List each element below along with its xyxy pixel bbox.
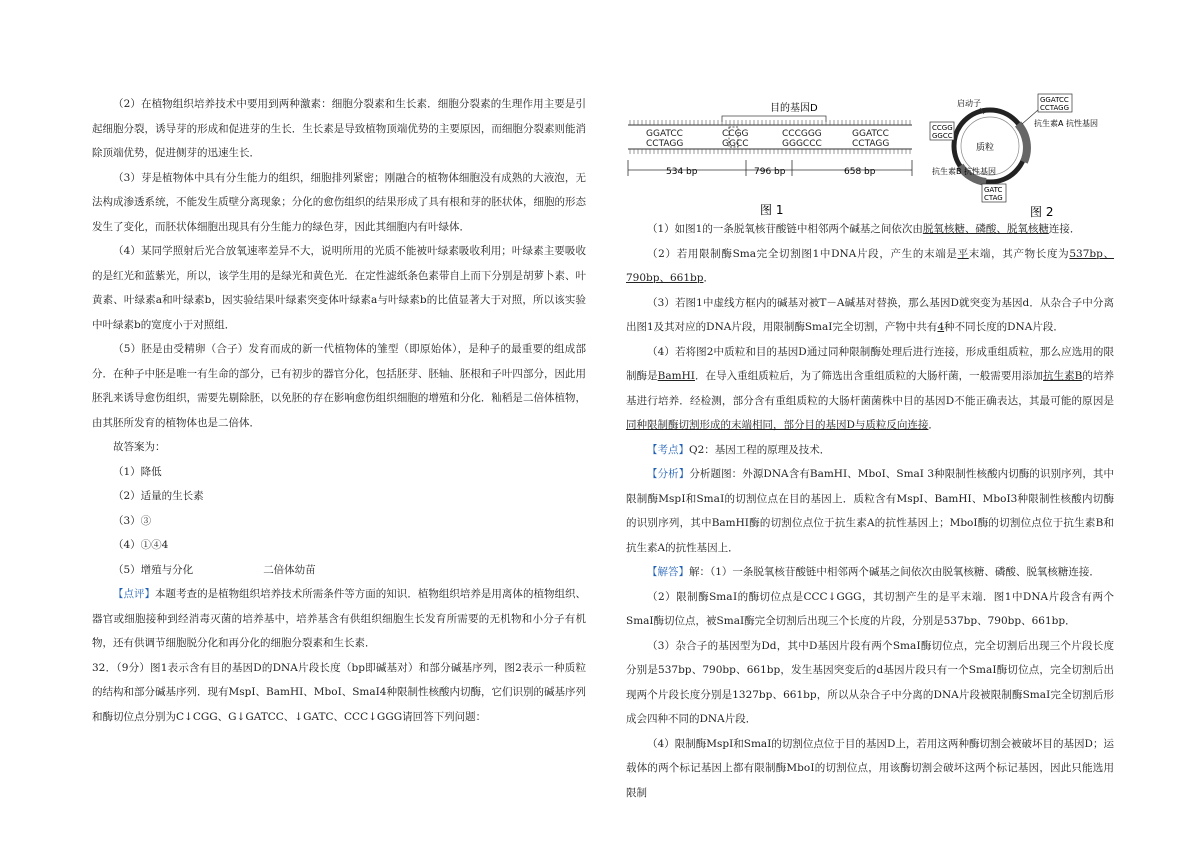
resA-gene-arc [1018,124,1027,162]
q1-end: 连接． [1048,223,1081,235]
q2-mid: 末端，其产物长度为 [968,247,1070,260]
answer-5-part-a: （5）增殖与分化 [113,563,194,576]
site-box-b-1: GATC [984,186,1003,194]
site-box-tr-1: GGATCC [1040,96,1069,104]
site-box-b-2: CTAG [984,194,1003,202]
q2 [626,242,1114,291]
q3 [626,291,1114,340]
base-ticks-top [630,120,910,125]
answer-intro: 故答案为： [113,441,166,453]
q4-answer-c: 同种限制酶切割形成的末端相同，部分目的基因D与质粒反向连接 [626,419,929,431]
seq-top-4: GGATCC [852,129,889,139]
q2-answer-b: 537bp、790bp、661bp [626,247,1115,284]
site-box-l-2: GGCC [932,132,953,140]
length-3: 658 bp [844,167,876,177]
resB-label [932,166,996,176]
kaodian-tag: 【考点】 [647,443,689,456]
q2-stem: （2）若用限制酶Sma完全切割图1中DNA片段，产生的末端是 [647,247,958,260]
q1-stem: （1）如图1的一条脱氧核苷酸链中相邻两个碱基之间依次由 [647,223,923,235]
answer-2: （2）适量的生长素 [113,490,204,502]
right-column [626,217,1114,805]
para-2: （2）在植物组织培养技术中要用到两种激素：细胞分裂素和生长素．细胞分裂素的生理作用主要是引起细胞分裂，诱导芽的形成和促进芽的生长．生长素是导致植物顶端优势的主要原因，而细胞分裂素则能消除顶端优势，促进侧芽的迅速生长． [92,98,586,159]
answer-5-part-b: 二倍体幼苗 [263,563,316,576]
fig1-caption: 图 1 [760,203,784,217]
answer-5 [92,558,586,583]
promoter-label: 启动子 [957,99,981,108]
base-ticks-bottom [630,149,910,154]
q4-answer-b: 抗生素B [1043,370,1083,382]
fenxi-tag: 【分析】 [647,468,690,480]
resB-label-text: 抗生素B 抗性基因 [932,167,997,176]
kaodian [626,438,1114,463]
left-column [92,92,586,729]
q4-mid-1: ．在导入重组质粒后，为了筛选出含重组质粒的大肠杆菌，一般需要用添加 [694,370,1044,382]
jieda-3: （3）杂合子的基因型为Dd，其中D基因片段有两个SmaⅠ酶切位点，完全切割后出现三个片段长度分别是537bp、790bp、661bp，发生基因突变后的d基因片段只有一个SmaⅠ酶切位点，完全切割后出现两个片段长度分别是1327bp、661bp，所以从杂合子中分离的DNA片段被限制酶SmaⅠ完全切割后形成会四种不同的DNA片段． [626,639,1114,725]
q3-stem: （3）若图1中虚线方框内的碱基对被T－A碱基对替换，那么基因D就突变为基因d．从杂合子中分离出图1及其对应的DNA片段，用限制酶SmaⅠ完全切割，产物中共有 [626,296,1114,333]
para-4: （4）某同学照射后光合放氧速率差异不大，说明所用的光质不能被叶绿素吸收利用；叶绿素主要吸收的是红光和蓝紫光，所以，该学生用的是绿光和黄色光．在定性滤纸条色素带自上而下分别是胡萝卜素、叶黄素、叶绿素a和叶绿素b，因实验结果叶绿素突变体叶绿素a与叶绿素b的比值显著大于对照，所以该实验中叶绿素b的宽度小于对照组． [92,245,586,331]
jieda-2: （2）限制酶SmaⅠ的酶切位点是CCC↓GGG，其切割产生的是平末端．图1中DNA片段含有两个SmaⅠ酶切位点，被SmaⅠ酶完全切割后出现三个长度的片段，分别是537bp、790bp、661bp． [626,590,1114,627]
seq-bottom-1: CCTAGG [646,139,684,149]
kaodian-text: Q2：基因工程的原理及技术． [689,443,831,456]
q2-end: ． [703,272,714,284]
figure-1-2-svg [626,92,1116,218]
jieda-1-text: 解：（1）一条脱氧核苷酸链中相邻两个碱基之间依次由脱氧核糖、磷酸、脱氧核糖连接． [689,566,1100,578]
comment-tag: 【点评】 [113,588,156,600]
answer-3: （3）③ [113,514,152,527]
figures [626,92,1116,218]
fenxi-text: 分析题图：外源DNA含有BamHI、MboI、SmaI 3种限制性核酸内切酶的识别序列，其中限制酶MspⅠ和SmaⅠ的切割位点在目的基因上．质粒含有MspI、BamHI、MboI3种限制性核酸内切酶的识别序列，其中BamHI酶的切割位点位于抗生素A的抗性基因上；MboI酶的切割位点位于抗生素B和抗生素A的抗性基因上． [626,468,1114,554]
q1 [626,217,1114,242]
seq-top-2: CCGG [722,129,749,139]
para-3: （3）芽是植物体中具有分生能力的组织，细胞排列紧密；刚融合的植物体细胞没有成熟的大液泡，无法构成渗透系统，不能发生质壁分离现象；分化的愈伤组织的结果形成了具有根和芽的胚状体，细胞的形态发生了变化，而胚状体细胞出现具有分生能力的绿色芽，因此其细胞内有叶绿体． [92,171,586,233]
resA-label [1034,118,1098,128]
q1-answer: 脱氧核糖、磷酸、脱氧核糖 [922,223,1049,235]
plasmid-label: 质粒 [976,143,995,153]
q4-end: ． [928,419,939,431]
q2-answer-a: 平 [957,247,969,260]
fig1-title: 目的基因D [770,103,818,114]
q4-stem: （4）若将图2中质粒和目的基因D通过同种限制酶处理后进行连接，形成重组质粒，那么应选用的限制酶是 [626,345,1114,382]
para-5: （5）胚是由受精卵（合子）发育而成的新一代植物体的雏型（即原始体），是种子的最重要的组成部分．在种子中胚是唯一有生命的部分，已有初步的器官分化，包括胚芽、胚轴、胚根和子叶四部分，因此用胚乳来诱导愈伤组织，需要先剔除胚，以免胚的存在影响愈伤组织细胞的增殖和分化．籼稻是二倍体植物，由其胚所发育的植物体也是二倍体． [92,343,586,429]
q3-end: 种不同长度的DNA片段． [944,321,1064,333]
answer-4: （4）①④4 [113,539,169,551]
jieda-4: （4）限制酶MspⅠ和SmaⅠ的切割位点位于目的基因D上，若用这两种酶切割会被破坏目的基因D；运载体的两个标记基因上都有限制酶MboⅠ的切割位点，用该酶切割会破坏这两个标记基因，因此只能选用限制 [626,737,1114,799]
fig2-caption: 图 2 [1030,205,1054,218]
seq-top-3: CCCGGG [782,129,822,139]
length-2: 796 bp [754,167,786,177]
seq-bottom-2: GGCC [722,139,749,149]
seq-top-1: GGATCC [646,129,683,139]
seq-bottom-4: CCTAGG [852,139,890,149]
answer-1: （1）降低 [113,465,162,478]
jieda-1 [626,560,1114,585]
jieda-tag: 【解答】 [647,566,689,578]
question-32: 32．（9分）图1表示含有目的基因D的DNA片段长度（bp即碱基对）和部分碱基序列，图2表示一种质粒的结构和部分碱基序列．现有MspⅠ、BamHⅠ、MboⅠ、SmaⅠ4种限制性核酸内切酶，它们识别的碱基序列和酶切位点分别为C↓CGG、G↓GATCC、↓GATC、CCC↓GGG请回答下列问题： [92,661,586,723]
q4 [626,340,1114,438]
q3-answer: 4 [937,321,945,333]
site-box-tr-2: CCTAGG [1040,104,1070,112]
comment [92,582,586,656]
length-1: 534 bp [666,167,698,177]
q4-mid-2: 的培养基进行培养．经检测，部分含有重组质粒的大肠杆菌菌株中目的基因D不能正确表达，其最可能的原因是 [626,370,1115,407]
seq-bottom-3: GGGCCC [782,139,822,149]
fenxi [626,462,1114,560]
resA-label-text: 抗生素A 抗性基因 [1034,119,1099,128]
q4-answer-a: BamHⅠ [657,370,695,382]
site-box-l-1: CCGG [932,124,953,132]
comment-text: 本题考查的是植物组织培养技术所需条件等方面的知识．植物组织培养是用离体的植物组织、器官或细胞接种到经消毒灭菌的培养基中，培养基含有供组织细胞生长发育所需要的无机物和小分子有机物，还有供调节细胞脱分化和再分化的细胞分裂素和生长素． [92,588,586,649]
